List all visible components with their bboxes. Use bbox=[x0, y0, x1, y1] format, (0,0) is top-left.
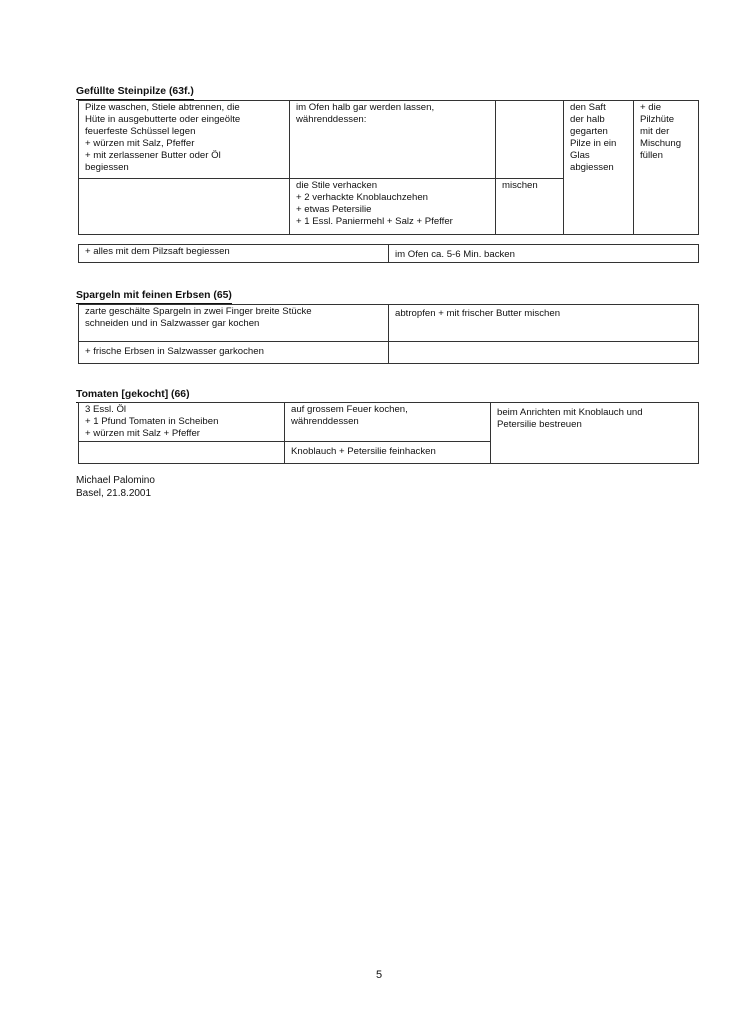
recipe1-step-mix: mischen bbox=[496, 179, 564, 235]
recipe3-title: Tomaten [gekocht] (66) bbox=[76, 389, 190, 403]
page-number: 5 bbox=[376, 969, 383, 981]
recipe3-empty-cell bbox=[79, 442, 285, 464]
recipe3-step-cook: auf grossem Feuer kochen, währenddessen bbox=[285, 403, 491, 442]
recipe3-steps-table bbox=[78, 402, 699, 464]
recipe1-step-fill: + die Pilzhüte mit der Mischung füllen bbox=[634, 101, 699, 235]
recipe2-step-drain: abtropfen + mit frischer Butter mischen bbox=[389, 305, 699, 342]
recipe3-step-tomatoes: 3 Essl. Öl + 1 Pfund Tomaten in Scheiben + würzen mit Salz + Pfeffer bbox=[79, 403, 285, 442]
signature-name: Michael Palomino bbox=[76, 475, 155, 486]
recipe1-empty-cell bbox=[496, 101, 564, 179]
recipe1-title: Gefüllte Steinpilze (63f.) bbox=[76, 86, 194, 100]
recipe3-step-chop-garlic: Knoblauch + Petersilie feinhacken bbox=[285, 442, 491, 464]
signature-place-date: Basel, 21.8.2001 bbox=[76, 488, 152, 499]
signature-block bbox=[76, 474, 155, 500]
recipe1-step-juice: den Saft der halb gegarten Pilze in ein Glas abgiessen bbox=[564, 101, 634, 235]
recipe1-step-bake: im Ofen ca. 5-6 Min. backen bbox=[389, 245, 699, 263]
recipe2-step-peas: + frische Erbsen in Salzwasser garkochen bbox=[79, 342, 389, 364]
recipe2-steps-table bbox=[78, 304, 699, 364]
recipe2-title: Spargeln mit feinen Erbsen (65) bbox=[76, 290, 232, 304]
recipe1-final-table bbox=[78, 244, 699, 263]
recipe1-step-chop-stems: die Stile verhacken + 2 verhackte Knoblauchzehen + etwas Petersilie + 1 Essl. Paniermehl + Salz + Pfeffer bbox=[290, 179, 496, 235]
recipe1-step-oven-half: im Ofen halb gar werden lassen, währenddessen: bbox=[290, 101, 496, 179]
recipe1-steps-table bbox=[78, 100, 699, 235]
recipe2-step-asparagus: zarte geschälte Spargeln in zwei Finger breite Stücke schneiden und in Salzwasser gar kochen bbox=[79, 305, 389, 342]
recipe2-empty-cell bbox=[389, 342, 699, 364]
recipe1-empty-cell bbox=[79, 179, 290, 235]
recipe1-step-prepare: Pilze waschen, Stiele abtrennen, die Hüte in ausgebutterte oder eingeölte feuerfeste Schüssel legen + würzen mit Salz, Pfeffer + mit zerlassener Butter oder Öl begiessen bbox=[79, 101, 290, 179]
recipe1-step-pour-juice: + alles mit dem Pilzsaft begiessen bbox=[79, 245, 389, 263]
recipe3-step-garnish: beim Anrichten mit Knoblauch und Petersilie bestreuen bbox=[491, 403, 699, 464]
